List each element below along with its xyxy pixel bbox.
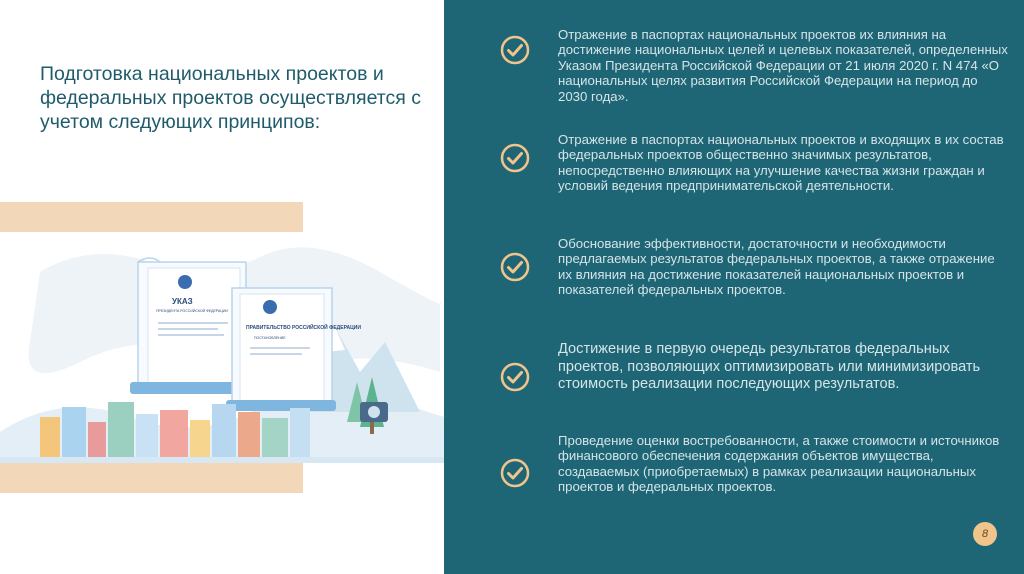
illustration-documents-city xyxy=(0,232,464,463)
beige-band-top xyxy=(0,202,303,232)
check-circle-icon xyxy=(498,141,532,175)
government-subtitle: ПОСТАНОВЛЕНИЕ xyxy=(254,336,286,340)
principle-text: Отражение в паспортах национальных проектов их влияния на достижение национальных целей и целевых показателей, определенных Указом Президента Российской Федерации от 21 июля 2020 г. N 474 «О национальных целях развития Российской Федерации на период до 2030 года». xyxy=(558,27,1008,104)
page-number-badge: 8 xyxy=(973,522,997,546)
slide-heading: Подготовка национальных проектов и федеральных проектов осуществляется с учетом следующих принципов: xyxy=(40,63,421,133)
principles-panel xyxy=(444,0,1024,574)
principle-text: Проведение оценки востребованности, а также стоимости и источников финансового обеспечения содержания объектов имущества, создаваемых (приобретаемых) в рамках реализации национальных проектов и федеральных проектов. xyxy=(558,433,1000,495)
beige-band-bottom xyxy=(0,463,303,493)
principle-text: Отражение в паспортах национальных проектов и входящих в их состав федеральных проектов общественно значимых результатов, непосредственно влияющих на улучшение качества жизни граждан и условий ведения предпринимательской деятельности. xyxy=(558,132,1004,194)
decree-subtitle: ПРЕЗИДЕНТА РОССИЙСКОЙ ФЕДЕРАЦИИ xyxy=(156,309,228,313)
check-circle-icon xyxy=(498,360,532,394)
government-title: ПРАВИТЕЛЬСТВО РОССИЙСКОЙ ФЕДЕРАЦИИ xyxy=(246,325,361,331)
check-circle-icon xyxy=(498,33,532,67)
principle-text: Обоснование эффективности, достаточности и необходимости предлагаемых результатов федеральных проектов, а также отражение их влияния на достижение показателей национальных проектов и показателей федеральных проектов. xyxy=(558,236,995,298)
principle-text: Достижение в первую очередь результатов федеральных проектов, позволяющих оптимизировать или минимизировать стоимость реализации последующих результатов. xyxy=(558,341,981,392)
decree-title: УКАЗ xyxy=(172,297,193,306)
check-circle-icon xyxy=(498,456,532,490)
check-circle-icon xyxy=(498,250,532,284)
